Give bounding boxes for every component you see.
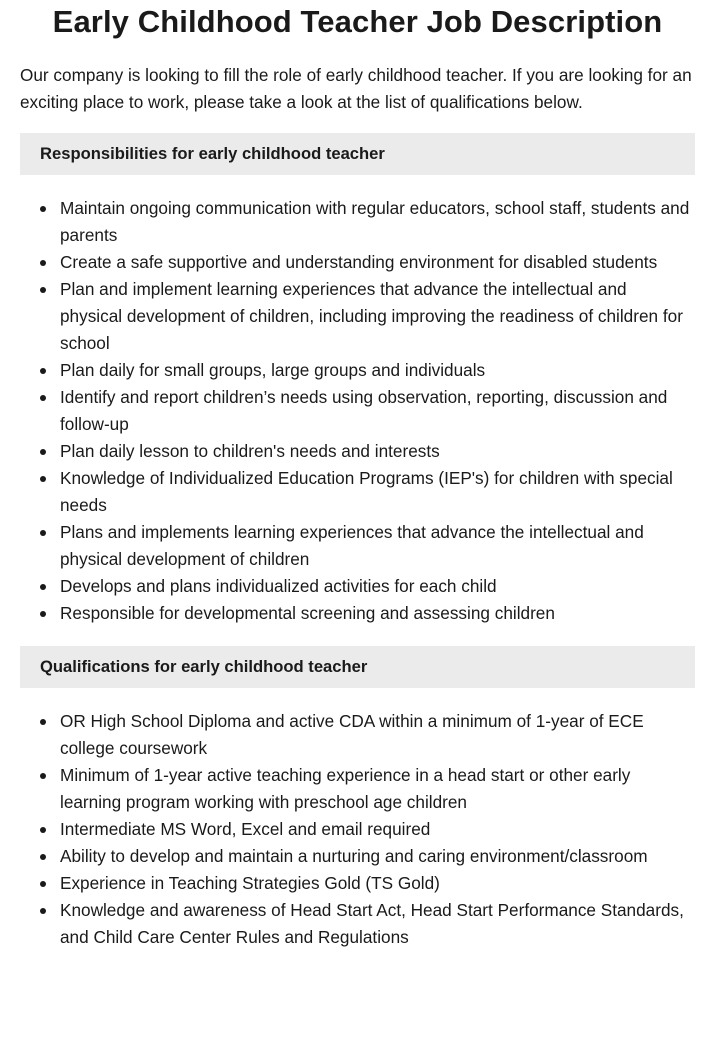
bullet-icon (40, 476, 46, 482)
intro-paragraph: Our company is looking to fill the role of early childhood teacher. If you are looking for an exciting place to work, please take a look at the list of qualifications below. (20, 65, 692, 112)
qualifications-list (20, 708, 695, 951)
bullet-icon (40, 908, 46, 914)
list-item (20, 249, 695, 276)
bullet-icon (40, 287, 46, 293)
list-item-text: Knowledge and awareness of Head Start Act, Head Start Performance Standards, and Child Care Center Rules and Regulations (60, 900, 684, 947)
list-item (20, 870, 695, 897)
page-title: Early Childhood Teacher Job Description (52, 4, 663, 39)
list-item-text: Minimum of 1-year active teaching experience in a head start or other early learning program working with preschool age children (60, 765, 631, 812)
list-item-text: Knowledge of Individualized Education Programs (IEP's) for children with special needs (60, 468, 673, 515)
list-item (20, 384, 695, 438)
list-item-text: Plan and implement learning experiences that advance the intellectual and physical development of children, including improving the readiness of children for school (60, 279, 683, 353)
list-item-text: Develops and plans individualized activities for each child (60, 576, 497, 596)
bullet-icon (40, 449, 46, 455)
bullet-icon (40, 260, 46, 266)
list-item (20, 762, 695, 816)
list-item-text: Plan daily for small groups, large groups and individuals (60, 360, 486, 380)
list-item-text: Create a safe supportive and understanding environment for disabled students (60, 252, 658, 272)
qualifications-heading: Qualifications for early childhood teacher (20, 646, 695, 688)
list-item-text: Experience in Teaching Strategies Gold (TS Gold) (60, 873, 440, 893)
responsibilities-heading: Responsibilities for early childhood teacher (20, 133, 695, 175)
list-item (20, 276, 695, 357)
bullet-icon (40, 881, 46, 887)
list-item (20, 573, 695, 600)
list-item-text: OR High School Diploma and active CDA within a minimum of 1-year of ECE college coursework (60, 711, 644, 758)
bullet-icon (40, 368, 46, 374)
list-item (20, 600, 695, 627)
bullet-icon (40, 611, 46, 617)
list-item (20, 195, 695, 249)
list-item-text: Maintain ongoing communication with regular educators, school staff, students and parents (60, 198, 690, 245)
responsibilities-list (20, 195, 695, 627)
list-item (20, 519, 695, 573)
bullet-icon (40, 773, 46, 779)
list-item-text: Intermediate MS Word, Excel and email required (60, 819, 431, 839)
list-item (20, 438, 695, 465)
bullet-icon (40, 395, 46, 401)
list-item (20, 816, 695, 843)
list-item-text: Identify and report children’s needs using observation, reporting, discussion and follow-up (60, 387, 668, 434)
list-item (20, 357, 695, 384)
list-item-text: Plans and implements learning experiences that advance the intellectual and physical development of children (60, 522, 644, 569)
list-item-text: Ability to develop and maintain a nurturing and caring environment/classroom (60, 846, 648, 866)
bullet-icon (40, 206, 46, 212)
list-item-text: Responsible for developmental screening and assessing children (60, 603, 555, 623)
bullet-icon (40, 719, 46, 725)
list-item (20, 897, 695, 951)
bullet-icon (40, 584, 46, 590)
bullet-icon (40, 854, 46, 860)
job-description-page (20, 0, 695, 951)
list-item (20, 708, 695, 762)
bullet-icon (40, 530, 46, 536)
list-item (20, 465, 695, 519)
list-item (20, 843, 695, 870)
bullet-icon (40, 827, 46, 833)
list-item-text: Plan daily lesson to children's needs and interests (60, 441, 440, 461)
